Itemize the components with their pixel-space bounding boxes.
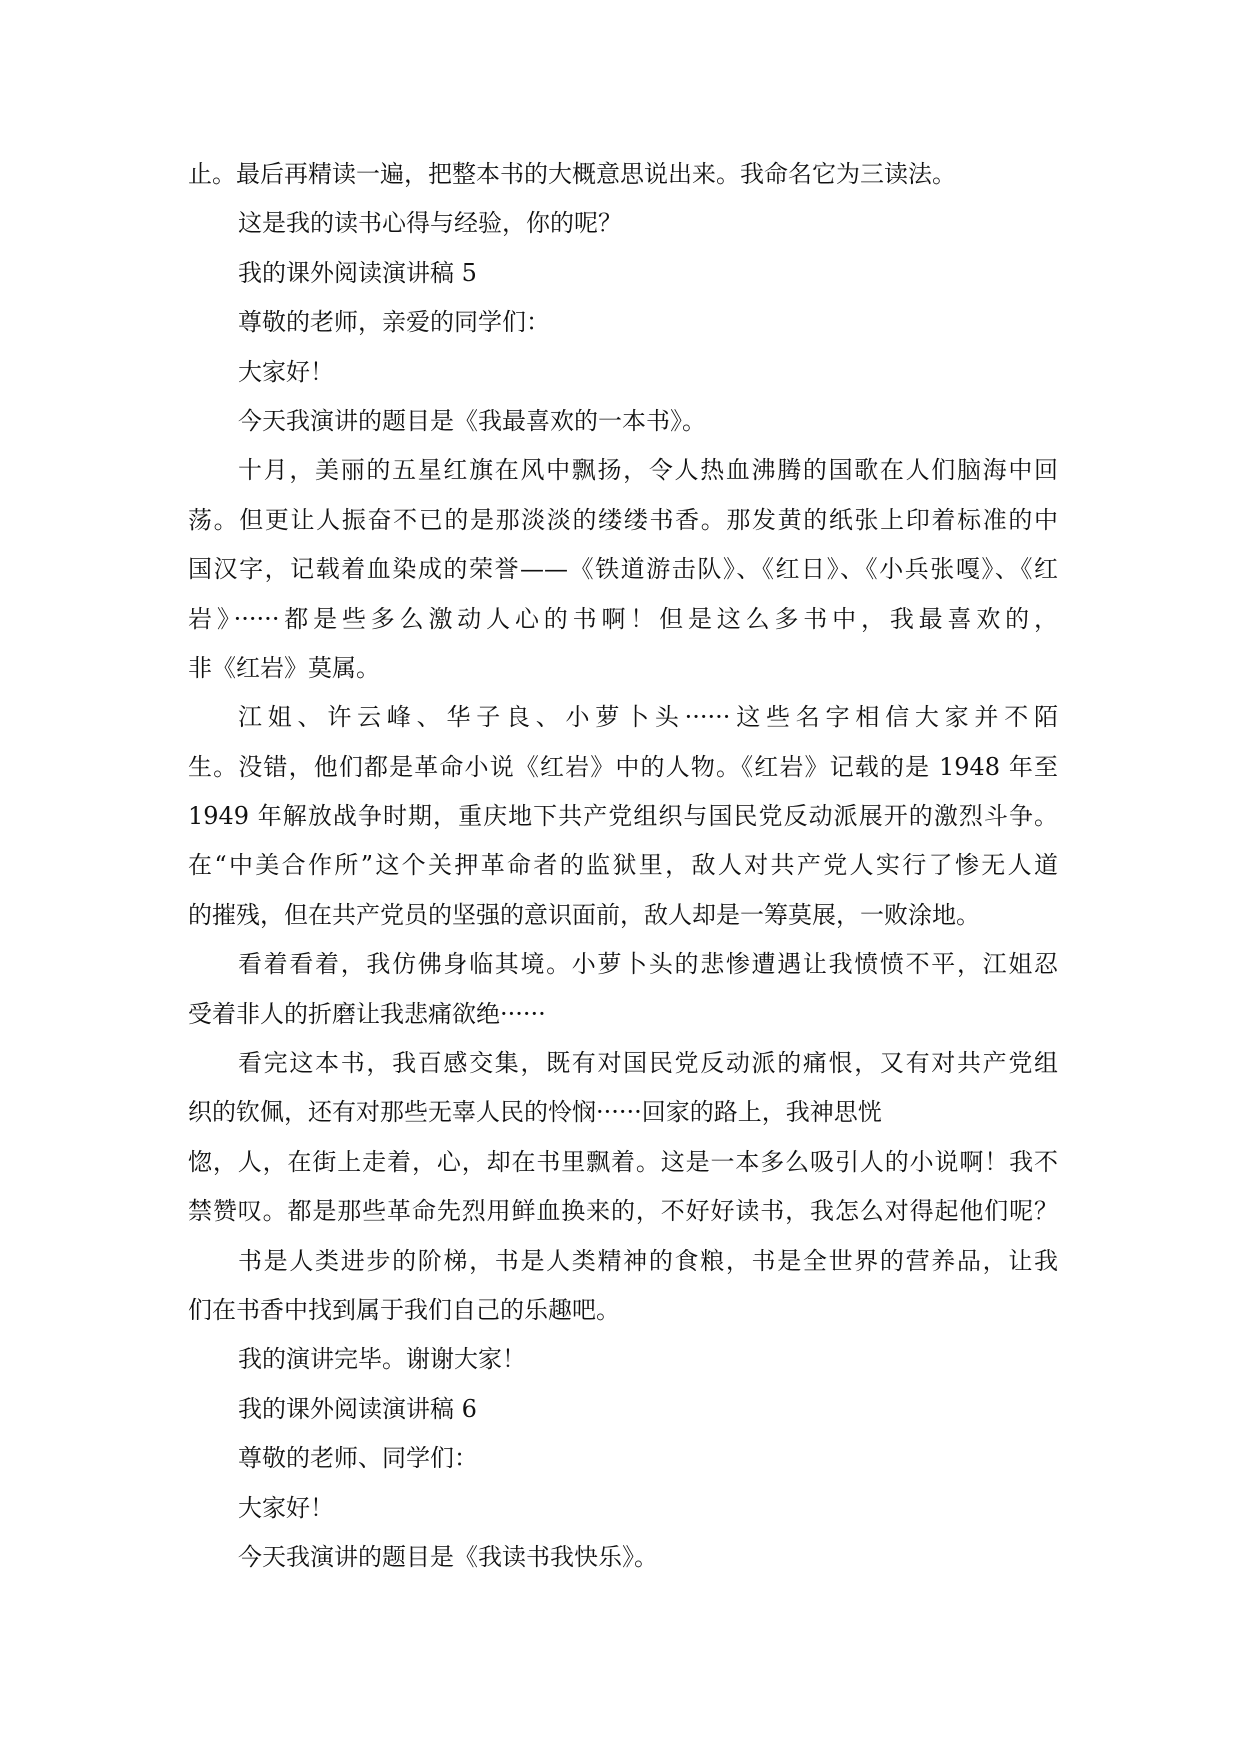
text-line: 尊敬的老师、同学们： — [238, 1444, 478, 1473]
text-line: 大家好！ — [238, 357, 334, 386]
text-line: 我的课外阅读演讲稿 6 — [238, 1394, 477, 1423]
text-line: 的摧残，但在共产党员的坚强的意识面前，敌人却是一筹莫展，一败涂地。 — [188, 900, 980, 929]
text-line: 尊敬的老师，亲爱的同学们： — [238, 308, 550, 337]
text-line: 国汉字，记载着血染成的荣誉——《铁道游击队》、《红日》、《小兵张嘎》、《红 — [188, 555, 1058, 584]
text-line: 大家好！ — [238, 1493, 334, 1522]
text-line: 岩》······都是些多么激动人心的书啊！但是这么多书中，我最喜欢的， — [188, 604, 1058, 633]
text-line: 十月，美丽的五星红旗在风中飘扬，令人热血沸腾的国歌在人们脑海中回 — [238, 456, 1058, 485]
text-line: 这是我的读书心得与经验，你的呢？ — [238, 209, 622, 238]
text-line: 织的钦佩，还有对那些无辜人民的怜悯······回家的路上，我神思恍 — [188, 1098, 882, 1127]
text-line: 我的课外阅读演讲稿 5 — [238, 258, 477, 287]
text-line: 禁赞叹。都是那些革命先烈用鲜血换来的，不好好读书，我怎么对得起他们呢？ — [188, 1197, 1058, 1226]
document-body — [188, 158, 1058, 1590]
text-line: 看着看着，我仿佛身临其境。小萝卜头的悲惨遭遇让我愤愤不平，江姐忍 — [238, 950, 1058, 979]
text-line: 惚，人，在街上走着，心，却在书里飘着。这是一本多么吸引人的小说啊！我不 — [188, 1147, 1058, 1176]
text-line: 荡。但更让人振奋不已的是那淡淡的缕缕书香。那发黄的纸张上印着标准的中 — [188, 505, 1058, 534]
text-line: 今天我演讲的题目是《我读书我快乐》。 — [238, 1542, 658, 1571]
text-line: 在“中美合作所”这个关押革命者的监狱里，敌人对共产党人实行了惨无人道 — [188, 851, 1058, 880]
text-line: 受着非人的折磨让我悲痛欲绝······ — [188, 999, 546, 1028]
text-line: 1949 年解放战争时期，重庆地下共产党组织与国民党反动派展开的激烈斗争。 — [188, 802, 1058, 831]
text-line: 书是人类进步的阶梯，书是人类精神的食粮，书是全世界的营养品，让我 — [238, 1246, 1058, 1275]
text-line: 止。最后再精读一遍，把整本书的大概意思说出来。我命名它为三读法。 — [188, 160, 956, 188]
text-line: 非《红岩》莫属。 — [188, 653, 380, 682]
text-line: 看完这本书，我百感交集，既有对国民党反动派的痛恨，又有对共产党组 — [238, 1049, 1058, 1078]
text-line: 江姐、许云峰、华子良、小萝卜头······这些名字相信大家并不陌 — [238, 703, 1058, 732]
text-line: 我的演讲完毕。谢谢大家！ — [238, 1345, 526, 1374]
text-line: 们在书香中找到属于我们自己的乐趣吧。 — [188, 1295, 620, 1324]
text-line: 今天我演讲的题目是《我最喜欢的一本书》。 — [238, 406, 706, 435]
text-line: 生。没错，他们都是革命小说《红岩》中的人物。《红岩》记载的是 1948 年至 — [188, 752, 1058, 781]
